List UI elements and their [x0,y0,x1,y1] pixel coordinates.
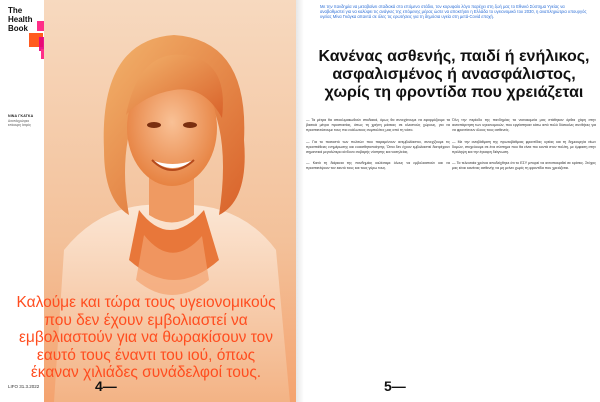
paragraph: — Τα τελευταία χρόνια αποδείχθηκε ότι το ΕΣΥ μπορεί να ανταποκριθεί σε κρίσεις. Στόχος μας είναι κανένας ασθενής να μη μείνει χωρίς τη φροντίδα που χρειάζεται. [452,161,596,171]
paragraph: Όλη την περίοδο της πανδημίας τα νοσοκομεία μας στάθηκαν όρθια χάρη στην αυταπάρνηση των υγειονομικών, που εργάστηκαν κάτω από πολύ δύσκολες συνθήκες για να φροντίσουν όλους τους ασθενείς. [452,118,596,133]
byline-name: ΝΙΝΑ ΓΚΑΤΚΑ [8,114,34,118]
article-column-1 [306,118,450,178]
spread-gutter [296,0,304,402]
article-column-2 [452,118,596,178]
byline-role: Αναπληρώτρια επίκουρη Ιατρός [8,119,31,127]
standfirst: Με την πανδημία να μεταβαίνει σταδιακά στο επόμενο στάδιο, τον κορυφαίο λόγο παρέχει στη ζωή μας το Εθνικό Σύστημα Υγείας να αναβαθμιστεί για να καλύψει τις ανάγκες της επόμενης μέρας ώστε να αποκτήσει η Ελλάδα το υγειονομικό του 2030, η αναπληρώτρια υπουργός υγείας Μίνα Γκάγκα απαντά σε όλες τις ερωτήσεις για τη δημόσια υγεία στη μετά-Covid εποχή. [320,4,587,20]
paragraph: — Τα μέτρα θα αποκλιμακωθούν σταδιακά, όμως θα συνεχίσουμε να εφαρμόζουμε τα βασικά μέτρα προστασίας, όπως τη χρήση μάσκας σε κλειστούς χώρους, για να προστατεύσουμε τους πιο ευάλωτους συμπολίτες μας από τη νόσο. [306,118,450,133]
article-headline: Κανένας ασθενής, παιδί ή ενήλικος, ασφαλισμένος ή ανασφάλιστος, χωρίς τη φροντίδα που χρειάζεται [318,48,590,101]
brand-title: The Health Book [8,6,33,33]
byline [8,114,42,127]
paragraph: — Με την αναβάθμιση της πρωτοβάθμιας φροντίδας υγείας και τη δημιουργία νέων δομών, στοχεύουμε σε ένα σύστημα που θα είναι πιο κοντά στον πολίτη, με έμφαση στην πρόληψη και την έγκαιρη διάγνωση. [452,139,596,155]
left-page [0,0,296,402]
page-number-right: 5— [384,378,406,394]
page-number-left: 4— [95,378,117,394]
pull-quote: Καλούμε και τώρα τους υγειονομικούς που δεν έχουν εμβολιαστεί να εμβολιαστούν για να θωρακίσουν τον εαυτό τους έναντι του ιού, όπως έκαναν χιλιάδες συνάδελφοί τους. [16,294,276,381]
paragraph: — Κατά τη διάρκεια της πανδημίας καλέσαμε όλους να εμβολιαστούν και να προστατέψουν τον εαυτό τους και τους γύρω τους. [306,161,450,171]
paragraph: — Για το ποσοστό των πολιτών που παραμένουν ανεμβολίαστοι, συνεχίζουμε τις προσπάθειες ενημέρωσης και ευαισθητοποίησης. Όσοι δεν έχουν εμβολιαστεί διατρέχουν σημαντικά μεγαλύτερο κίνδυνο σοβαρής νόσησης και νοσηλείας. [306,139,450,155]
issue-folio: LIFO 31.3.2022 [8,384,40,389]
right-page [304,0,600,402]
